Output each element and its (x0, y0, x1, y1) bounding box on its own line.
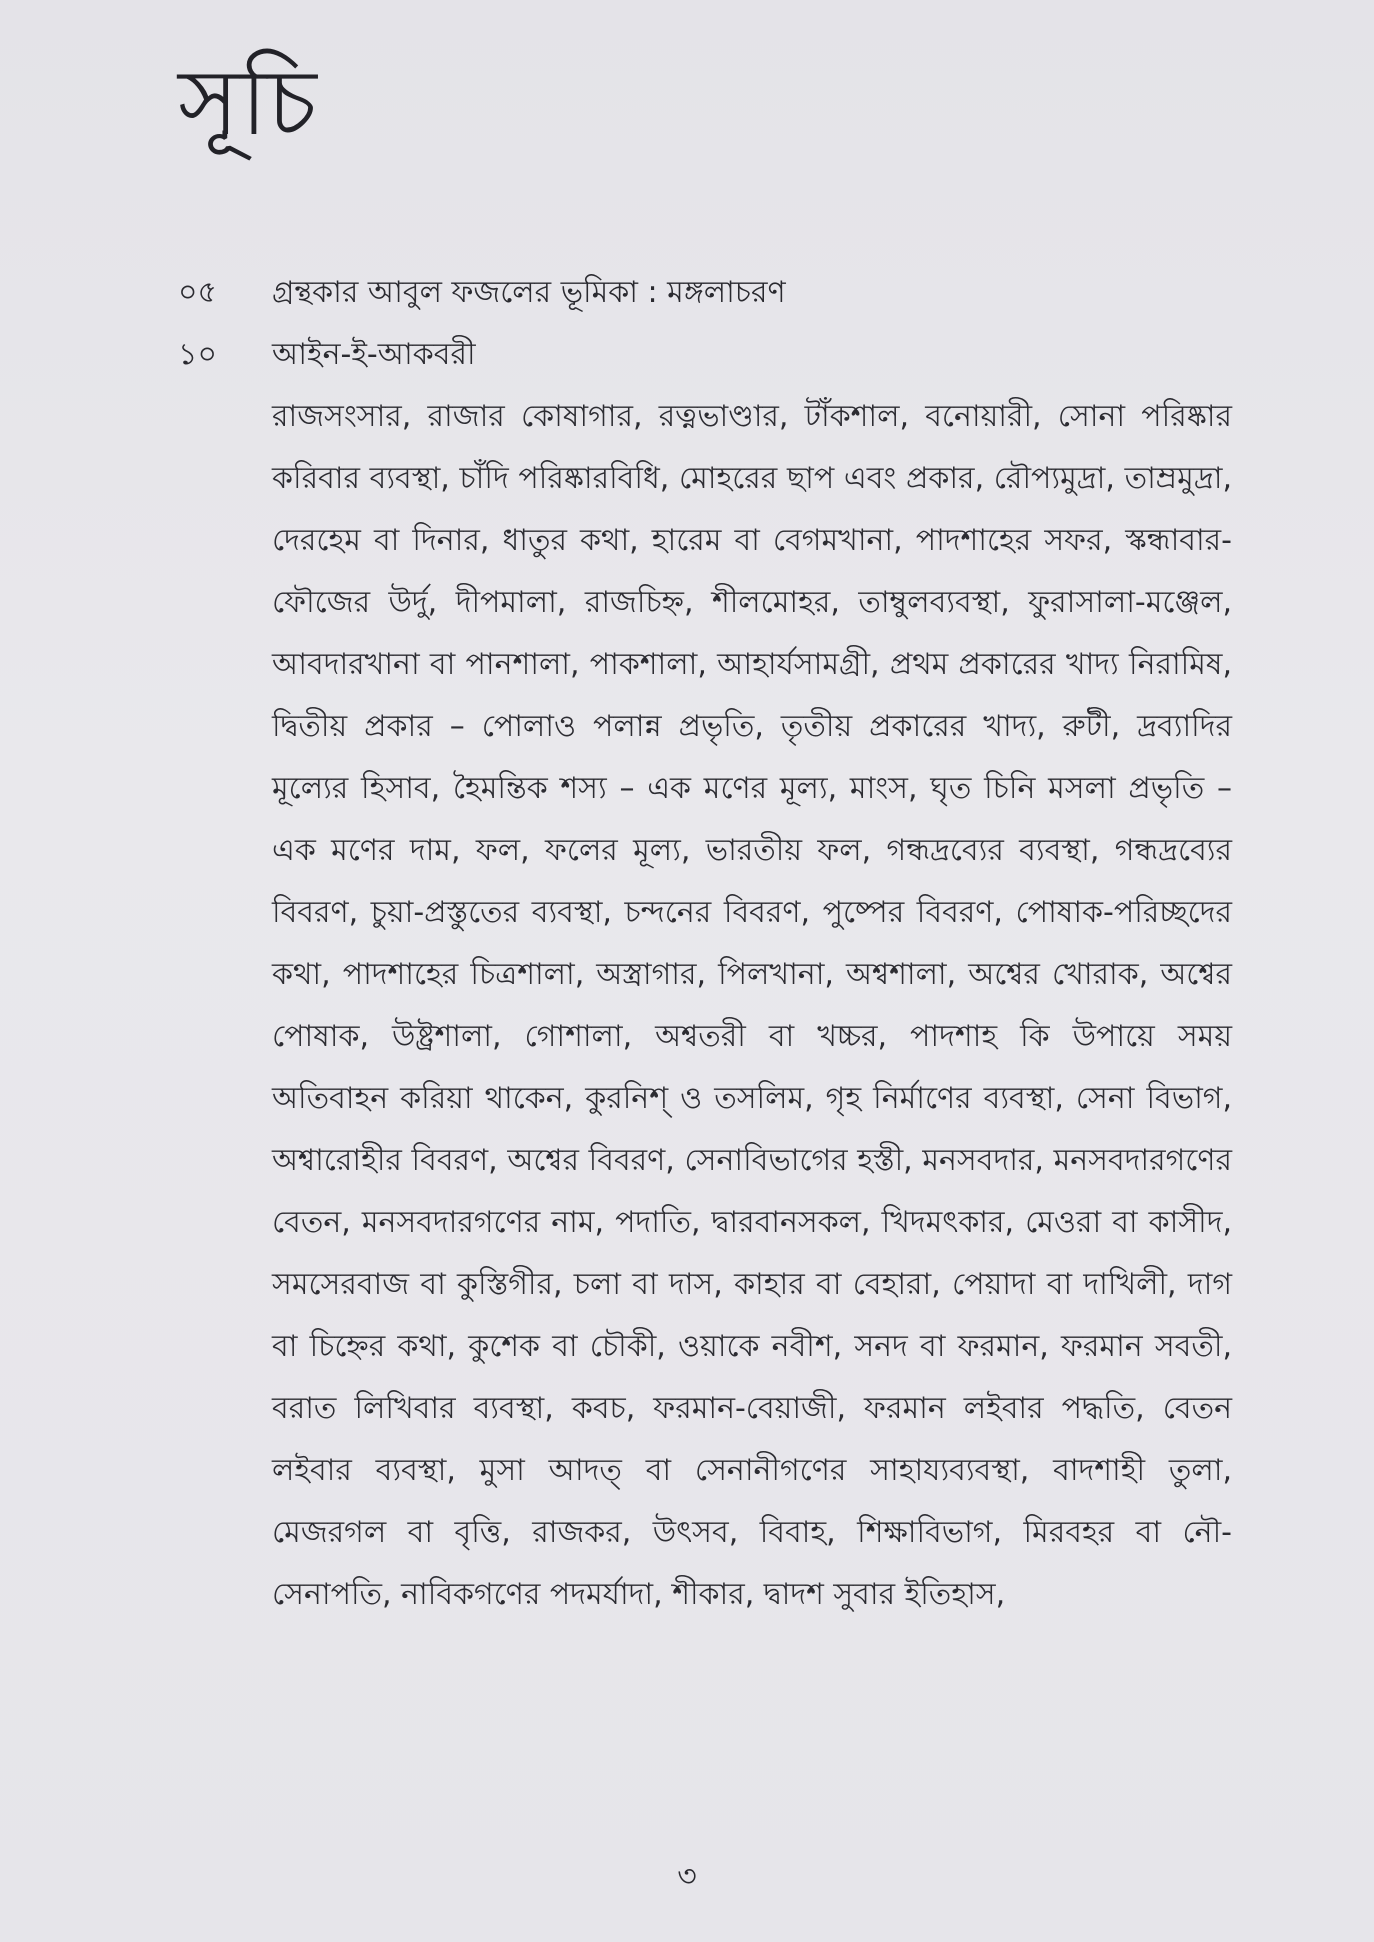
page-title: সূচি (178, 49, 319, 156)
toc-entry-heading: গ্রন্থকার আবুল ফজলের ভূমিকা : মঙ্গলাচরণ (272, 275, 786, 310)
toc-entry (0, 324, 1374, 386)
toc-entry-page-number: ০৫ (178, 275, 217, 310)
toc-entry-page-number: ১০ (178, 337, 217, 372)
page-number: ৩ (677, 1859, 697, 1894)
table-of-contents (0, 262, 1374, 1612)
toc-entry-subtopics: রাজসংসার, রাজার কোষাগার, রত্নভাণ্ডার, টাঁকশাল, বনোয়ারী, সোনা পরিষ্কার করিবার ব্যবস্থা, চাঁদি পরিষ্কারবিধি, মোহরের ছাপ এবং প্রকার, রৌপ্যমুদ্রা, তাম্রমুদ্রা, দেরহেম বা দিনার, ধাতুর কথা, হারেম বা বেগমখানা, পাদশাহের সফর, স্কন্ধাবার-ফৌজের উর্দু, দীপমালা, রাজচিহ্ন, শীলমোহর, তাম্বুলব্যবস্থা, ফুরাসালা-মঞ্জেল, আবদারখানা বা পানশালা, পাকশালা, আহার্যসামগ্রী, প্রথম প্রকারের খাদ্য নিরামিষ, দ্বিতীয় প্রকার – পোলাও পলান্ন প্রভৃতি, তৃতীয় প্রকারের খাদ্য, রুটী, দ্রব্যাদির মূল্যের হিসাব, হৈমন্তিক শস্য – এক মণের মূল্য, মাংস, ঘৃত চিনি মসলা প্রভৃতি – এক মণের দাম, ফল, ফলের মূল্য, ভারতীয় ফল, গন্ধদ্রব্যের ব্যবস্থা, গন্ধদ্রব্যের বিবরণ, চুয়া-প্রস্তুতের ব্যবস্থা, চন্দনের বিবরণ, পুষ্পের বিবরণ, পোষাক-পরিচ্ছদের কথা, পাদশাহের চিত্রশালা, অস্ত্রাগার, পিলখানা, অশ্বশালা, অশ্বের খোরাক, অশ্বের পোষাক, উষ্ট্রশালা, গোশালা, অশ্বতরী বা খচ্চর, পাদশাহ কি উপায়ে সময় অতিবাহন করিয়া থাকেন, কুরনিশ্ ও তসলিম, গৃহ নির্মাণের ব্যবস্থা, সেনা বিভাগ, অশ্বারোহীর বিবরণ, অশ্বের বিবরণ, সেনাবিভাগের হস্তী, মনসবদার, মনসবদারগণের বেতন, মনসবদারগণের নাম, পদাতি, দ্বারবানসকল, খিদমৎকার, মেওরা বা কাসীদ, সমসেরবাজ বা কুস্তিগীর, চলা বা দাস, কাহার বা বেহারা, পেয়াদা বা দাখিলী, দাগ বা চিহ্নের কথা, কুশেক বা চৌকী, ওয়াকে নবীশ, সনদ বা ফরমান, ফরমান সবতী, বরাত লিখিবার ব্যবস্থা, কবচ, ফরমান-বেয়াজী, ফরমান লইবার পদ্ধতি, বেতন লইবার ব্যবস্থা, মুসা আদত্ বা সেনানীগণের সাহায্যব্যবস্থা, বাদশাহী তুলা, মেজরগল বা বৃত্তি, রাজকর, উৎসব, বিবাহ, শিক্ষাবিভাগ, মিরবহর বা নৌ-সেনাপতি, নাবিকগণের পদমর্যাদা, শীকার, দ্বাদশ সুবার ইতিহাস, (272, 399, 1232, 1612)
toc-entry (0, 262, 1374, 324)
toc-entry-heading: আইন-ই-আকবরী (272, 337, 476, 372)
